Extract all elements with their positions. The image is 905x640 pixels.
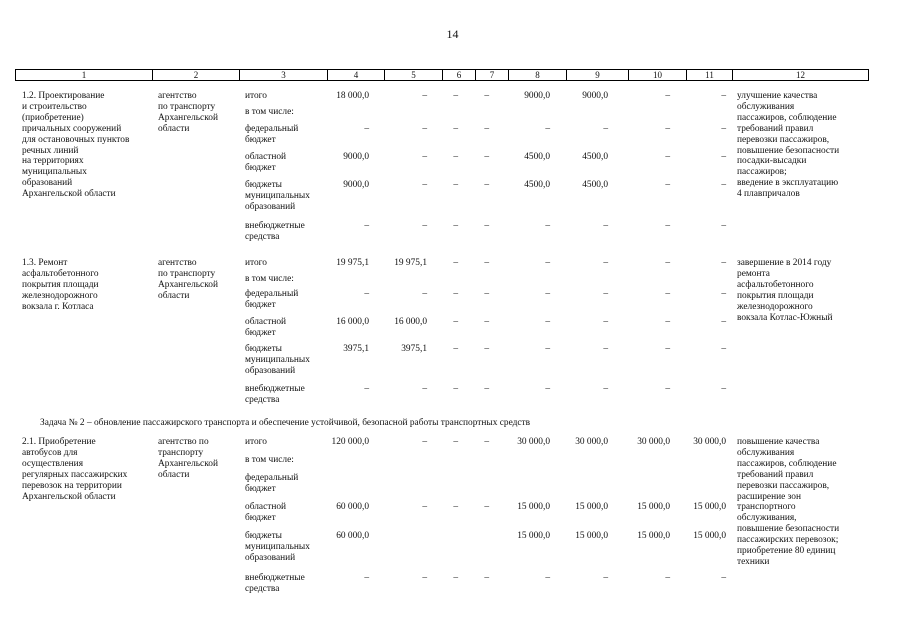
page-number: 14 <box>446 27 459 41</box>
financing-row <box>0 473 905 497</box>
value-cell: – <box>545 221 550 231</box>
expected-result: завершение в 2014 году ремонта асфальтобетонного покрытия площади железнодорожного вокзала Котлас-Южный <box>737 258 833 323</box>
value-cell: – <box>721 573 726 583</box>
value-cell: – <box>545 344 550 354</box>
financing-source: итого <box>245 437 267 447</box>
financing-row <box>0 573 905 597</box>
value-cell: – <box>453 573 458 583</box>
value-cell: 15 000,0 <box>575 531 608 541</box>
value-cell: – <box>422 573 427 583</box>
value-cell: 15 000,0 <box>693 531 726 541</box>
value-cell: – <box>603 124 608 134</box>
value-cell: – <box>422 502 427 512</box>
column-header-cell: 6 <box>443 70 476 81</box>
value-cell: – <box>422 289 427 299</box>
value-cell: – <box>364 384 369 394</box>
value-cell: 15 000,0 <box>637 502 670 512</box>
column-header-cell: 1 <box>16 70 153 81</box>
value-cell: – <box>603 221 608 231</box>
value-cell: – <box>364 221 369 231</box>
value-cell: – <box>484 221 489 231</box>
activity-description: 1.2. Проектирование и строительство (приобретение) причальных сооружений для остановочных пунктов речных линий на территориях муниципальных образований Архангельской области <box>22 91 130 200</box>
value-cell: 19 975,1 <box>394 258 427 268</box>
financing-row <box>0 152 905 176</box>
column-header-cell: 12 <box>733 70 869 81</box>
financing-row <box>0 317 905 341</box>
value-cell: – <box>484 180 489 190</box>
value-cell: 4500,0 <box>582 152 608 162</box>
value-cell: – <box>721 344 726 354</box>
value-cell: – <box>545 573 550 583</box>
column-header-cell: 11 <box>687 70 733 81</box>
value-cell: – <box>484 502 489 512</box>
value-cell: 15 000,0 <box>517 502 550 512</box>
value-cell: – <box>484 91 489 101</box>
financing-row <box>0 531 905 563</box>
value-cell: – <box>453 180 458 190</box>
value-cell: – <box>603 258 608 268</box>
expected-result: повышение качества обслуживания пассажиров, соблюдение требований правил перевозки пассажиров, расширение зон транспортного обслуживания, повышение безопасности пассажирских перевозок; приобретение 80 единиц техники <box>737 437 840 567</box>
value-cell: – <box>422 91 427 101</box>
value-cell: 30 000,0 <box>693 437 726 447</box>
value-cell: – <box>665 317 670 327</box>
value-cell: – <box>665 344 670 354</box>
value-cell: – <box>665 124 670 134</box>
value-cell: – <box>545 384 550 394</box>
financing-source: областной бюджет <box>245 502 287 523</box>
value-cell: – <box>665 91 670 101</box>
task-title: Задача № 2 – обновление пассажирского транспорта и обеспечение устойчивой, безопасной работы транспортных средств <box>40 418 531 428</box>
value-cell: – <box>603 573 608 583</box>
column-header-cell: 8 <box>509 70 567 81</box>
value-cell: 16 000,0 <box>336 317 369 327</box>
column-header-cell: 9 <box>567 70 629 81</box>
column-header-cell: 4 <box>328 70 385 81</box>
value-cell: – <box>545 124 550 134</box>
value-cell: 15 000,0 <box>517 531 550 541</box>
value-cell: – <box>484 384 489 394</box>
value-cell: 30 000,0 <box>575 437 608 447</box>
value-cell: 18 000,0 <box>336 91 369 101</box>
value-cell: – <box>484 437 489 447</box>
value-cell: – <box>721 317 726 327</box>
value-cell: 4500,0 <box>524 152 550 162</box>
value-cell: – <box>422 384 427 394</box>
value-cell: 4500,0 <box>524 180 550 190</box>
financing-source: внебюджетные средства <box>245 384 305 405</box>
financing-row <box>0 289 905 313</box>
financing-source: бюджеты муниципальных образований <box>245 344 310 376</box>
value-cell: – <box>484 152 489 162</box>
responsible-agency: агентство по транспорту Архангельской области <box>158 91 218 134</box>
value-cell: – <box>453 221 458 231</box>
value-cell: 60 000,0 <box>336 502 369 512</box>
value-cell: – <box>422 437 427 447</box>
value-cell: – <box>603 317 608 327</box>
financing-source: федеральный бюджет <box>245 124 299 145</box>
value-cell: – <box>364 124 369 134</box>
value-cell: 3975,1 <box>401 344 427 354</box>
financing-source: в том числе: <box>245 107 294 117</box>
financing-source: областной бюджет <box>245 317 287 338</box>
value-cell: – <box>422 180 427 190</box>
value-cell: – <box>484 344 489 354</box>
financing-source: в том числе: <box>245 274 294 284</box>
expected-result: улучшение качества обслуживания пассажиров, соблюдение требований правил перевозки пассажиров, повышение безопасности посадки-высадки пассажиров; введение в эксплуатацию 4 плавпричалов <box>737 91 840 200</box>
financing-source: федеральный бюджет <box>245 289 299 310</box>
value-cell: – <box>721 91 726 101</box>
value-cell: – <box>364 289 369 299</box>
financing-row <box>0 384 905 408</box>
value-cell: 16 000,0 <box>394 317 427 327</box>
financing-source: в том числе: <box>245 455 294 465</box>
financing-row <box>0 502 905 526</box>
value-cell: 3975,1 <box>343 344 369 354</box>
value-cell: 9000,0 <box>524 91 550 101</box>
value-cell: – <box>665 573 670 583</box>
financing-source: внебюджетные средства <box>245 573 305 594</box>
value-cell: – <box>453 344 458 354</box>
column-header-cell: 3 <box>240 70 328 81</box>
value-cell: – <box>453 317 458 327</box>
financing-source: итого <box>245 258 267 268</box>
financing-row <box>0 180 905 212</box>
financing-row <box>0 124 905 148</box>
value-cell: – <box>665 152 670 162</box>
value-cell: 9000,0 <box>343 152 369 162</box>
value-cell: – <box>453 124 458 134</box>
value-cell: – <box>364 573 369 583</box>
value-cell: – <box>721 258 726 268</box>
value-cell: 15 000,0 <box>693 502 726 512</box>
column-header-row <box>15 69 869 81</box>
column-header-cell: 5 <box>385 70 443 81</box>
column-header-cell: 7 <box>476 70 509 81</box>
value-cell: 30 000,0 <box>517 437 550 447</box>
value-cell: – <box>721 152 726 162</box>
financing-source: областной бюджет <box>245 152 287 173</box>
value-cell: – <box>665 384 670 394</box>
value-cell: – <box>545 258 550 268</box>
value-cell: – <box>484 258 489 268</box>
value-cell: – <box>453 384 458 394</box>
financing-source: бюджеты муниципальных образований <box>245 180 310 212</box>
financing-row <box>0 344 905 376</box>
financing-source: итого <box>245 91 267 101</box>
value-cell: – <box>484 317 489 327</box>
value-cell: – <box>603 344 608 354</box>
value-cell: – <box>721 221 726 231</box>
financing-source: бюджеты муниципальных образований <box>245 531 310 563</box>
value-cell: 9000,0 <box>582 91 608 101</box>
financing-source: федеральный бюджет <box>245 473 299 494</box>
value-cell: 30 000,0 <box>637 437 670 447</box>
value-cell: 15 000,0 <box>575 502 608 512</box>
activity-description: 1.3. Ремонт асфальтобетонного покрытия площади железнодорожного вокзала г. Котласа <box>22 258 99 312</box>
responsible-agency: агентство по транспорту Архангельской области <box>158 258 218 301</box>
activity-description: 2.1. Приобретение автобусов для осуществления регулярных пассажирских перевозок на территории Архангельской области <box>22 437 128 502</box>
value-cell: – <box>453 437 458 447</box>
value-cell: – <box>453 91 458 101</box>
value-cell: – <box>453 289 458 299</box>
value-cell: – <box>453 152 458 162</box>
value-cell: – <box>665 258 670 268</box>
responsible-agency: агентство по транспорту Архангельской области <box>158 437 218 480</box>
value-cell: – <box>665 180 670 190</box>
financing-source: внебюджетные средства <box>245 221 305 242</box>
value-cell: 120 000,0 <box>331 437 369 447</box>
value-cell: – <box>545 317 550 327</box>
value-cell: – <box>603 289 608 299</box>
value-cell: 15 000,0 <box>637 531 670 541</box>
value-cell: 9000,0 <box>343 180 369 190</box>
value-cell: 4500,0 <box>582 180 608 190</box>
value-cell: – <box>422 124 427 134</box>
value-cell: – <box>453 502 458 512</box>
column-header-cell: 2 <box>153 70 240 81</box>
value-cell: 60 000,0 <box>336 531 369 541</box>
value-cell: – <box>721 124 726 134</box>
value-cell: 19 975,1 <box>336 258 369 268</box>
value-cell: – <box>545 289 550 299</box>
value-cell: – <box>484 289 489 299</box>
value-cell: – <box>721 384 726 394</box>
value-cell: – <box>603 384 608 394</box>
value-cell: – <box>721 289 726 299</box>
value-cell: – <box>484 124 489 134</box>
column-header-cell: 10 <box>629 70 687 81</box>
value-cell: – <box>453 258 458 268</box>
value-cell: – <box>484 573 489 583</box>
value-cell: – <box>422 221 427 231</box>
value-cell: – <box>721 180 726 190</box>
value-cell: – <box>422 152 427 162</box>
value-cell: – <box>665 289 670 299</box>
financing-row <box>0 221 905 245</box>
value-cell: – <box>665 221 670 231</box>
